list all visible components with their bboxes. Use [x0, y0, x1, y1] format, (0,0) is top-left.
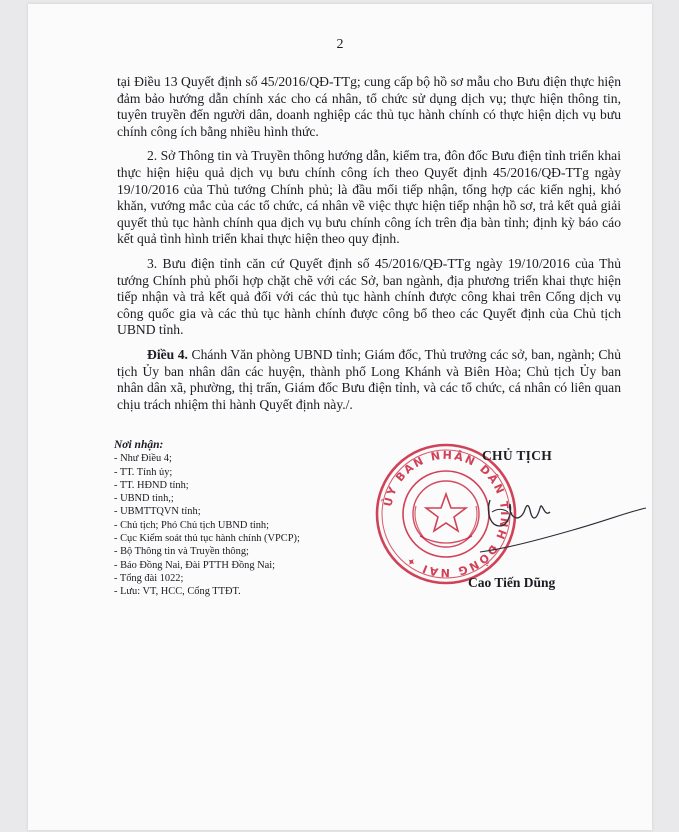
recipients-block [114, 439, 384, 599]
body-text [117, 74, 621, 421]
handwritten-signature-icon [478, 482, 648, 562]
paragraph-item-2: 2. Sở Thông tin và Truyền thông hướng dẫn, kiểm tra, đôn đốc Bưu điện tỉnh triển khai thực hiện hiệu quả dịch vụ bưu chính công ích theo Quyết định 45/2016/QĐ-TTg ngày 19/10/2016 của Thủ tướng Chính phủ; là đầu mối tiếp nhận, tổng hợp các kiến nghị, khó khăn, vướng mắc của các tổ chức, cá nhân về việc thực hiện tiếp nhận hồ sơ, trả kết quả giải quyết thủ tục hành chính qua dịch vụ bưu chính công ích trên địa bàn tỉnh; định kỳ báo cáo kết quả tình hình triển khai thực hiện theo quy định. [117, 148, 621, 247]
svg-text:ỦY BAN NHÂN DÂN TỈNH ĐỒNG NAI: ỦY BAN NHÂN DÂN TỈNH ĐỒNG NAI ✦ [381, 448, 512, 580]
document-page [28, 4, 652, 830]
paragraph-item-3: 3. Bưu điện tỉnh căn cứ Quyết định số 45/2016/QĐ-TTg ngày 19/10/2016 của Thủ tướng Chính phủ phối hợp chặt chẽ với các Sở, ban ngành, địa phương triển khai thực hiện tiếp nhận và trả kết quả đối với các thủ tục hành chính được công khai trên Cổng dịch vụ công quốc gia và các thủ tục hành chính được công bố theo các Quyết định của Chủ tịch UBND tỉnh. [117, 255, 621, 338]
recipient-item: - TT. Tỉnh ủy; [114, 466, 384, 479]
article-4 [117, 347, 621, 413]
recipient-item: - Chủ tịch; Phó Chủ tịch UBND tỉnh; [114, 519, 384, 532]
signer-name: Cao Tiến Dũng [468, 575, 556, 590]
article-4-text: Chánh Văn phòng UBND tỉnh; Giám đốc, Thủ trưởng các sở, ban, ngành; Chủ tịch Ủy ban nhân dân các huyện, thành phố Long Khánh và Biên Hòa; Chủ tịch Ủy ban nhân dân xã, phường, thị trấn, Giám đốc Bưu điện tỉnh, và các tổ chức, cá nhân có liên quan chịu trách nhiệm thi hành Quyết định này./. [117, 346, 621, 412]
page-number: 2 [336, 37, 344, 52]
recipient-item: - Như Điều 4; [114, 452, 384, 465]
recipients-heading: Nơi nhận: [114, 439, 164, 451]
recipients-list [114, 452, 384, 598]
recipient-item: - Bộ Thông tin và Truyền thông; [114, 545, 384, 558]
recipient-item: - UBND tỉnh,; [114, 492, 384, 505]
recipient-item: - Lưu: VT, HCC, Cổng TTĐT. [114, 585, 384, 598]
recipient-item: - TT. HĐND tỉnh; [114, 479, 384, 492]
paragraph-continuation: tại Điều 13 Quyết định số 45/2016/QĐ-TTg; cung cấp bộ hồ sơ mẫu cho Bưu điện thực hiện đảm bảo hướng dẫn chính xác cho cá nhân, tổ chức sử dụng dịch vụ; thực hiện thông tin, tuyên truyền đến người dân, doanh nghiệp các thủ tục hành chính có thực hiện dịch vụ bưu chính công ích bằng nhiều hình thức. [117, 74, 621, 139]
recipient-item: - Tổng đài 1022; [114, 572, 384, 585]
recipient-item: - Cục Kiểm soát thủ tục hành chính (VPCP); [114, 532, 384, 545]
article-4-title: Điều 4. [147, 346, 188, 362]
recipient-item: - Báo Đồng Nai, Đài PTTH Đồng Nai; [114, 559, 384, 572]
signer-title: CHỦ TỊCH [482, 448, 553, 463]
recipient-item: - UBMTTQVN tỉnh; [114, 505, 384, 518]
